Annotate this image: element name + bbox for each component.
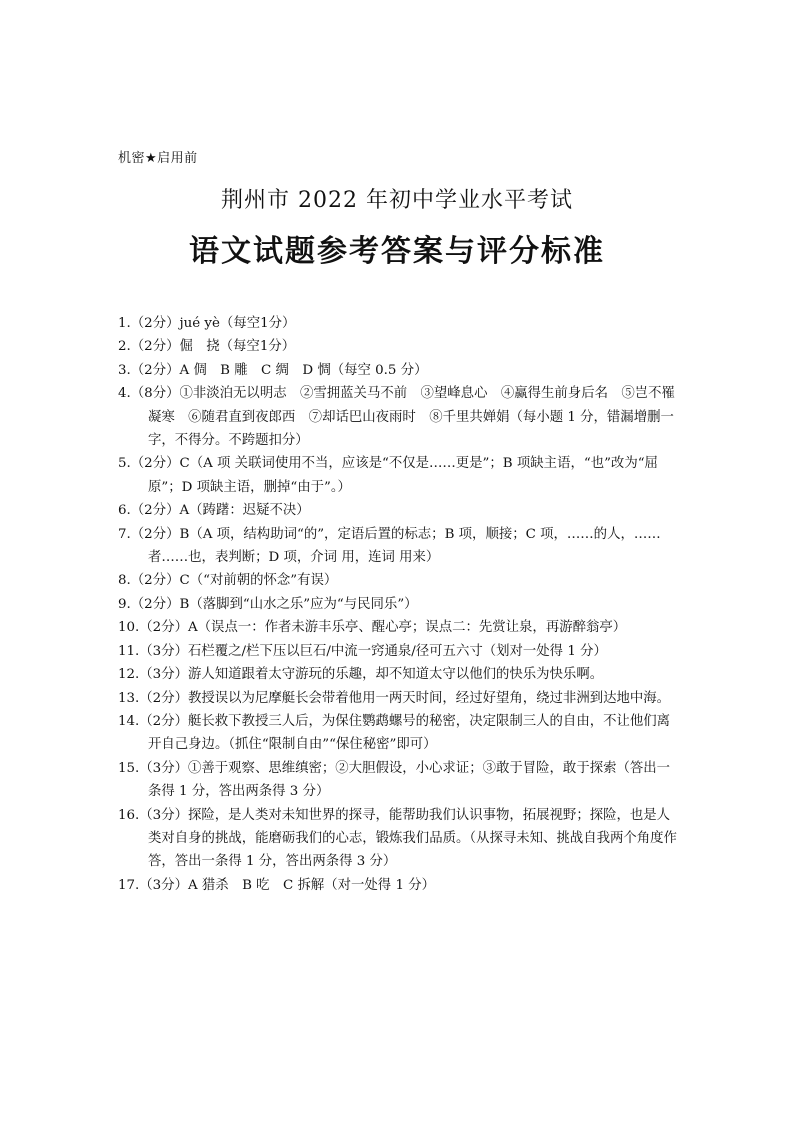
- answer-number: 4.: [118, 386, 131, 402]
- answer-item: [118, 569, 682, 592]
- answer-item: [118, 710, 682, 757]
- answer-item: [118, 593, 682, 616]
- answer-item: [118, 499, 682, 522]
- answer-item: [118, 382, 682, 452]
- answer-item: [118, 640, 682, 663]
- answer-text: （2分）jué yè（每空1分）: [130, 316, 296, 331]
- answer-text: （2分）C（“对前朝的怀念”有误）: [130, 573, 338, 589]
- answer-item: [118, 452, 682, 499]
- answer-text: （2分）教授误以为尼摩艇长会带着他用一两天时间，经过好望角，绕过非洲到达地中海。: [139, 690, 671, 706]
- answer-text: （2分）A（误点一：作者未游丰乐亭、醒心亭；误点二：先赏让泉，再游醉翁亭）: [139, 620, 627, 636]
- answer-text: （3分）A 猎杀 B 吃 C 拆解（对一处得 1 分）: [139, 877, 436, 893]
- confidential-label: 机密★启用前: [118, 151, 198, 166]
- answer-text: （2分）倔 挠（每空1分）: [130, 339, 296, 355]
- answer-number: 5.: [118, 456, 131, 472]
- answer-item: [118, 663, 682, 686]
- answer-number: 3.: [118, 362, 131, 378]
- answer-number: 15.: [118, 760, 140, 776]
- answer-number: 11.: [118, 643, 140, 659]
- answer-number: 9.: [118, 596, 131, 612]
- answer-text: （3分）游人知道跟着太守游玩的乐趣，却不知道太守以他们的快乐为快乐啊。: [139, 667, 604, 683]
- answer-number: 1.: [118, 316, 131, 331]
- answer-number: 12.: [118, 667, 140, 683]
- answer-text: （3分）探险，是人类对未知世界的探寻，能帮助我们认识事物，拓展视野；探险，也是人类对自身的挑战，能磨砺我们的心志，锻炼我们品质。（从探寻未知、挑战自我两个角度作答，答出一条得 1 分，答出两条得 3 分）: [139, 807, 677, 870]
- answer-text: （8分）①非淡泊无以明志 ②雪拥蓝关马不前 ③望峰息心 ④赢得生前身后名 ⑤岂不罹凝寒 ⑥随君直到夜郎西 ⑦却话巴山夜雨时 ⑧千里共婵娟（每小题 1 分，错漏增删一字，不得分。不跨题扣分）: [130, 386, 675, 449]
- answer-number: 14.: [118, 713, 140, 729]
- answer-number: 10.: [118, 620, 140, 636]
- answer-item: [118, 687, 682, 710]
- answer-item: [118, 359, 682, 382]
- answer-number: 17.: [118, 877, 140, 893]
- answer-text: （2分）A 倜 B 雕 C 绸 D 惆（每空 0.5 分）: [130, 362, 428, 378]
- answer-number: 6.: [118, 503, 131, 519]
- answer-number: 13.: [118, 690, 140, 706]
- exam-title: 荆州市 2022 年初中学业水平考试: [221, 188, 573, 213]
- answer-item: [118, 616, 682, 639]
- answer-item: [118, 312, 682, 335]
- answer-item: [118, 804, 682, 874]
- answer-text: （2分）艇长救下教授三人后，为保住鹦鹉螺号的秘密，决定限制三人的自由，不让他们离开自己身边。（抓住“限制自由”“保住秘密”即可）: [139, 713, 671, 753]
- answer-text: （2分）B（A 项，结构助词“的”，定语后置的标志；B 项，顺接；C 项，……的人，……者……也，表判断；D 项，介词 用，连词 用来）: [130, 526, 661, 566]
- answer-text: （2分）C（A 项 关联词使用不当，应该是“不仅是……更是”；B 项缺主语，“也”改为“屈原”；D 项缺主语，删掉“由于”。）: [130, 456, 658, 495]
- answer-number: 16.: [118, 807, 140, 823]
- answer-text: （2分）B（落脚到“山水之乐”应为“与民同乐”）: [130, 596, 418, 612]
- answer-item: [118, 757, 682, 804]
- answer-text: （2分）A（踌躇：迟疑不决）: [130, 503, 310, 519]
- answer-list: [118, 312, 682, 897]
- document-title: 语文试题参考答案与评分标准: [189, 234, 605, 269]
- answer-text: （3分）①善于观察、思维缜密；②大胆假设，小心求证；③敢于冒险，敢于探索（答出一条得 1 分，答出两条得 3 分）: [139, 760, 671, 800]
- answer-text: （3分）石栏覆之/栏下压以巨石/中流一窍通泉/径可五六寸（划对一处得 1 分）: [139, 643, 607, 659]
- answer-item: [118, 874, 682, 897]
- answer-number: 2.: [118, 339, 131, 355]
- answer-item: [118, 335, 682, 358]
- answer-item: [118, 523, 682, 570]
- answer-number: 8.: [118, 573, 131, 589]
- answer-number: 7.: [118, 526, 131, 542]
